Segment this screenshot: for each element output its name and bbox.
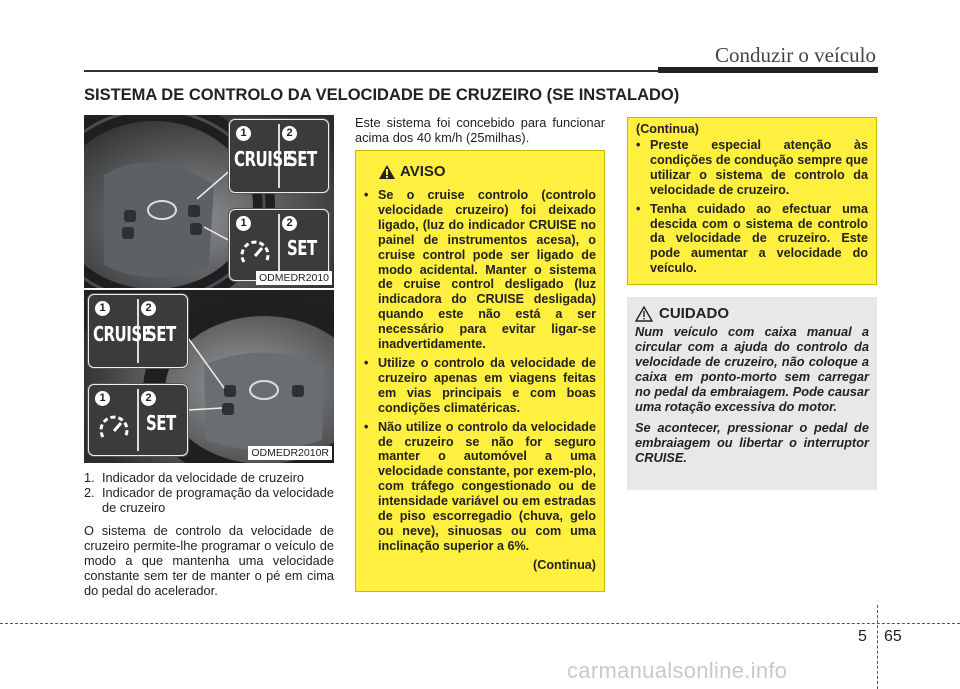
page-number: 65 [884,628,902,645]
label-number-1: 1 [236,216,251,231]
steering-wheel-photo-bottom [84,290,334,463]
list-item-number: 1. [84,470,95,485]
intro-paragraph: Este sistema foi concebido para funcionar acima dos 40 km/h (25milhas). [355,115,605,146]
list-item-text: Indicador de programação da velocidade de cruzeiro [102,485,334,516]
cruise-button-label: CRUISE [93,322,152,347]
label-number-2: 2 [141,301,156,316]
list-item [84,485,334,515]
list-item: • Não utilize o controlo da velocidade de cruzeiro se não for seguro manter o automóvel a uma velocidade constante, por exem-plo, com tráfego congestionado ou de intensidade variável ou em estradas de piso escorregadio (chuva, gelo ou neve), sinuosas ou com uma inclinação superior a 6%. [364,420,596,554]
list-item [84,470,334,485]
list-item: • Preste especial atenção às condições de condução sempre que utilizar o sistema de controlo da velocidade de cruzeiro. [636,138,868,198]
steering-wheel-photo-top [84,115,334,288]
description-paragraph: O sistema de controlo da velocidade de cruzeiro permite-lhe programar o veículo de modo a que mantenha uma velocidade constante sem ter de manter o pé em cima do pedal do acelerador. [84,522,334,599]
caution-heading [635,305,869,322]
list-item: • Tenha cuidado ao efectuar uma descida com o sistema de controlo da velocidade de cruzeiro. Este pode aumentar a velocidade do veículo. [636,202,868,277]
header-title: Conduzir o veículo [715,43,876,67]
caution-triangle-icon [635,306,653,322]
callout-indicator-set-bottom [88,384,188,456]
cruise-speedometer-icon [238,236,272,270]
caution-paragraph: Num veículo com caixa manual a circular com a ajuda do controlo da velocidade de cruzeiro, não coloque a caixa em ponto-morto sem carregar no pedal da embraiagem. Pode causar uma rotação excessiva do motor. [635,324,869,414]
continued-heading: (Continua) [636,122,699,136]
cruise-button-label: CRUISE [234,147,293,172]
warning-box [355,150,605,592]
caution-paragraph: Se acontecer, pressionar o pedal de embraiagem ou libertar o interruptor CRUISE. [635,420,869,465]
warning-list [364,188,596,554]
button-divider [278,214,280,276]
cruise-speedometer-icon [97,411,131,445]
chapter-number: 5 [858,628,867,645]
set-button-label: SET [287,147,317,172]
callout-cruise-set-bottom [88,294,188,368]
label-number-1: 1 [95,301,110,316]
callout-cruise-set-top [229,119,329,193]
figure-code: ODMEDR2010 [256,271,332,285]
set-button-label: SET [146,411,176,436]
footer-rule [0,623,960,624]
left-column-text [84,470,334,599]
header-rule-accent [658,67,878,73]
set-button-label: SET [287,236,317,261]
label-number-2: 2 [282,126,297,141]
list-item: • Utilize o controlo da velocidade de cruzeiro apenas em viagens feitas em vias principais e com boas condições climatéricas. [364,356,596,416]
set-button-label: SET [146,322,176,347]
label-number-2: 2 [282,216,297,231]
caution-heading-text: CUIDADO [659,305,729,322]
warning-list [636,138,868,276]
warning-heading-text: AVISO [400,163,446,180]
warning-triangle-icon [378,164,396,180]
warning-heading [378,163,596,180]
warning-continued-box [627,117,877,285]
label-number-1: 1 [95,391,110,406]
watermark: carmanualsonline.info [567,658,788,683]
list-item: • Se o cruise controlo (controlo velocidade cruzeiro) foi deixado ligado, (luz do indicador CRUISE no painel de instrumentos acesa), o cruise control pode ser ligado de modo acidental. Manter o sistema de cruise control desligado (luz indicadora do CRUISE desligada) quando este não está a ser necessário para evitar ligar-se inadvertidamente. [364,188,596,352]
label-number-2: 2 [141,391,156,406]
button-divider [137,389,139,451]
list-item-number: 2. [84,485,95,501]
caution-box [627,297,877,490]
label-number-1: 1 [236,126,251,141]
header-rule [84,70,658,72]
list-item-text: Indicador da velocidade de cruzeiro [102,470,305,485]
footer-divider [877,605,878,689]
section-heading: SISTEMA DE CONTROLO DA VELOCIDADE DE CRUZEIRO (SE INSTALADO) [84,86,680,104]
continues-label: (Continua) [533,557,596,572]
figure-code: ODMEDR2010R [248,446,332,460]
